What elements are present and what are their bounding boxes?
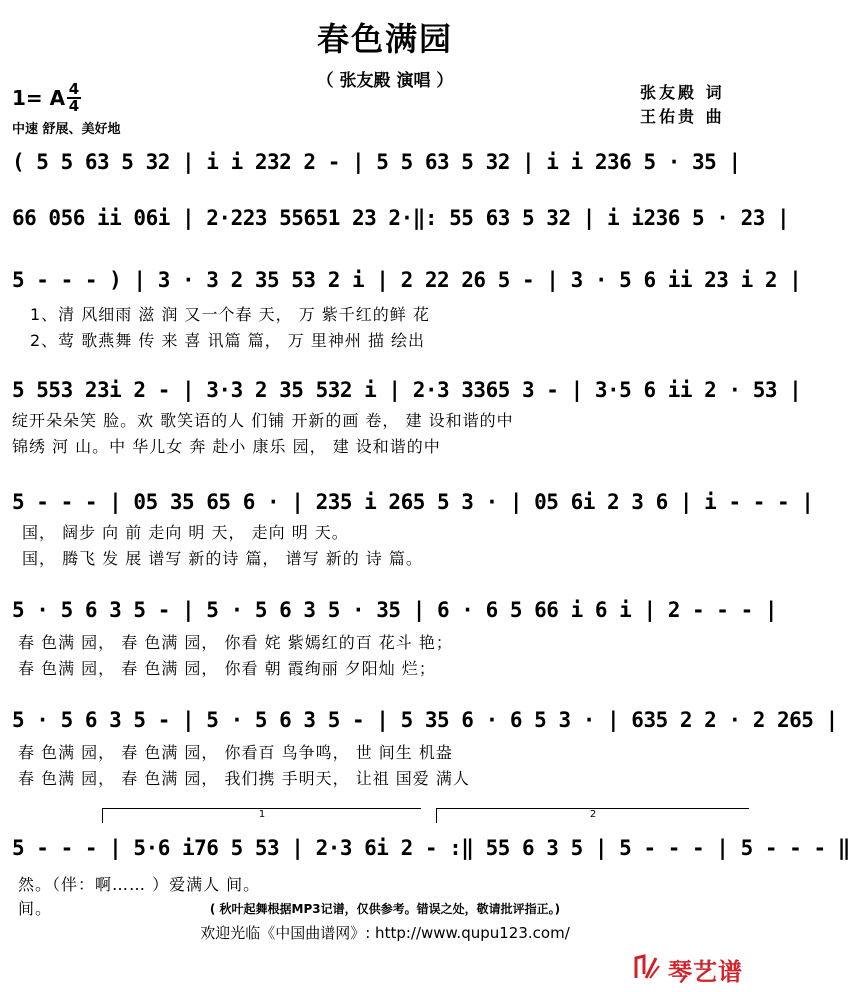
site-credit: 欢迎光临《中国曲谱网》: http://www.qupu123.com/ bbox=[200, 924, 570, 942]
lyric-verse-2: 春 色满 园， 春 色满 园， 你看 朝 霞绚丽 夕阳灿 烂； bbox=[18, 659, 436, 678]
lyric-verse-1: 春 色满 园， 春 色满 园， 你看百 鸟争鸣， 世 间生 机盎 bbox=[18, 743, 453, 762]
volta-bracket-2 bbox=[436, 808, 749, 823]
volta-bracket-1 bbox=[102, 808, 421, 823]
performer-subtitle: （ 张友殿 演唱 ） bbox=[316, 71, 454, 91]
notation-line: 66 056 ii 06i | 2·223 55651 23 2·‖: 55 63 5 32 | i i236 5 · 23 | bbox=[12, 206, 790, 230]
notation-line: ( 5 5 63 5 32 | i i 232 2 - | 5 5 63 5 32 | i i 236 5 · 35 | bbox=[12, 150, 741, 174]
lyric-verse-1: 春 色满 园， 春 色满 园， 你看 姹 紫嫣红的百 花斗 艳； bbox=[18, 633, 453, 652]
score-row-4 bbox=[12, 372, 802, 462]
time-signature-bottom: 4 bbox=[68, 97, 80, 115]
key-signature: 1= A bbox=[12, 86, 66, 110]
lyric-verse-2: 国， 腾飞 发 展 谱写 新的诗 篇， 谱写 新的 诗 篇。 bbox=[22, 549, 423, 568]
composer-credit: 王佑贵 曲 bbox=[640, 107, 725, 126]
notation-line: 5 - - - | 5·6 i76 5 53 | 2·3 6i 2 - :‖ 55 6 3 5 | 5 - - - | 5 - - - ‖ bbox=[12, 836, 850, 860]
tempo-marking: 中速 舒展、美好地 bbox=[12, 122, 121, 137]
notation-line: 5 - - - ) | 3 · 3 2 35 53 2 i | 2 22 26 5 - | 3 · 5 6 ii 23 i 2 | bbox=[12, 268, 802, 292]
time-signature bbox=[66, 82, 82, 114]
time-signature-top: 4 bbox=[68, 80, 80, 98]
lyric-verse-2: 锦绣 河 山。中 华儿女 奔 赴小 康乐 园， 建 设和谐的中 bbox=[12, 437, 441, 456]
score-row-7 bbox=[12, 706, 838, 796]
notation-line: 5 - - - | 05 35 65 6 · | 235 i 265 5 3 · | 05 6i 2 3 6 | i - - - | bbox=[12, 490, 814, 514]
lyric-verse-2: 春 色满 园， 春 色满 园， 我们携 手明天， 让祖 国爱 满人 bbox=[18, 769, 470, 788]
notation-line: 5 · 5 6 3 5 - | 5 · 5 6 3 5 - | 5 35 6 · 6 5 3 · | 635 2 2 · 2 265 | bbox=[12, 708, 838, 732]
score-row-3 bbox=[12, 262, 802, 352]
score-row-5 bbox=[12, 486, 814, 576]
notation-line: 5 · 5 6 3 5 - | 5 · 5 6 3 5 · 35 | 6 · 6 5 66 i 6 i | 2 - - - | bbox=[12, 598, 778, 622]
lyric-verse-1: 然。（伴：啊…… ）爱满人 间。 bbox=[18, 875, 261, 894]
brand-logo bbox=[632, 950, 760, 986]
piano-icon bbox=[632, 952, 662, 982]
notation-line: 5 553 23i 2 - | 3·3 2 35 532 i | 2·3 3365 3 - | 3·5 6 ii 2 · 53 | bbox=[12, 378, 802, 402]
volta-number-2: 2 bbox=[589, 809, 597, 820]
lyric-verse-1: 1、清 风细雨 滋 润 又一个春 天， 万 紫千红的鲜 花 bbox=[30, 305, 430, 324]
volta-number-1: 1 bbox=[258, 809, 266, 820]
lyric-verse-1: 国， 阔步 向 前 走向 明 天， 走向 明 天。 bbox=[22, 523, 349, 542]
score-row-2 bbox=[12, 200, 790, 240]
lyric-verse-1: 绽开朵朵笑 脸。欢 歌笑语的人 们铺 开新的画 卷， 建 设和谐的中 bbox=[12, 411, 514, 430]
score-row-6 bbox=[12, 596, 778, 686]
lyric-verse-2: 间。 bbox=[18, 899, 53, 918]
score-row-1 bbox=[12, 144, 758, 184]
lyric-verse-2: 2、莺 歌燕舞 传 来 喜 讯篇 篇， 万 里神州 描 绘出 bbox=[30, 331, 426, 350]
lyricist-credit: 张友殿 词 bbox=[640, 83, 725, 102]
transcription-note: ( 秋叶起舞根据MP3记谱，仅供参考。错误之处，敬请批评指正。) bbox=[209, 902, 561, 916]
page-title: 春色满园 bbox=[316, 20, 453, 58]
brand-name: 琴艺谱 bbox=[668, 958, 743, 986]
